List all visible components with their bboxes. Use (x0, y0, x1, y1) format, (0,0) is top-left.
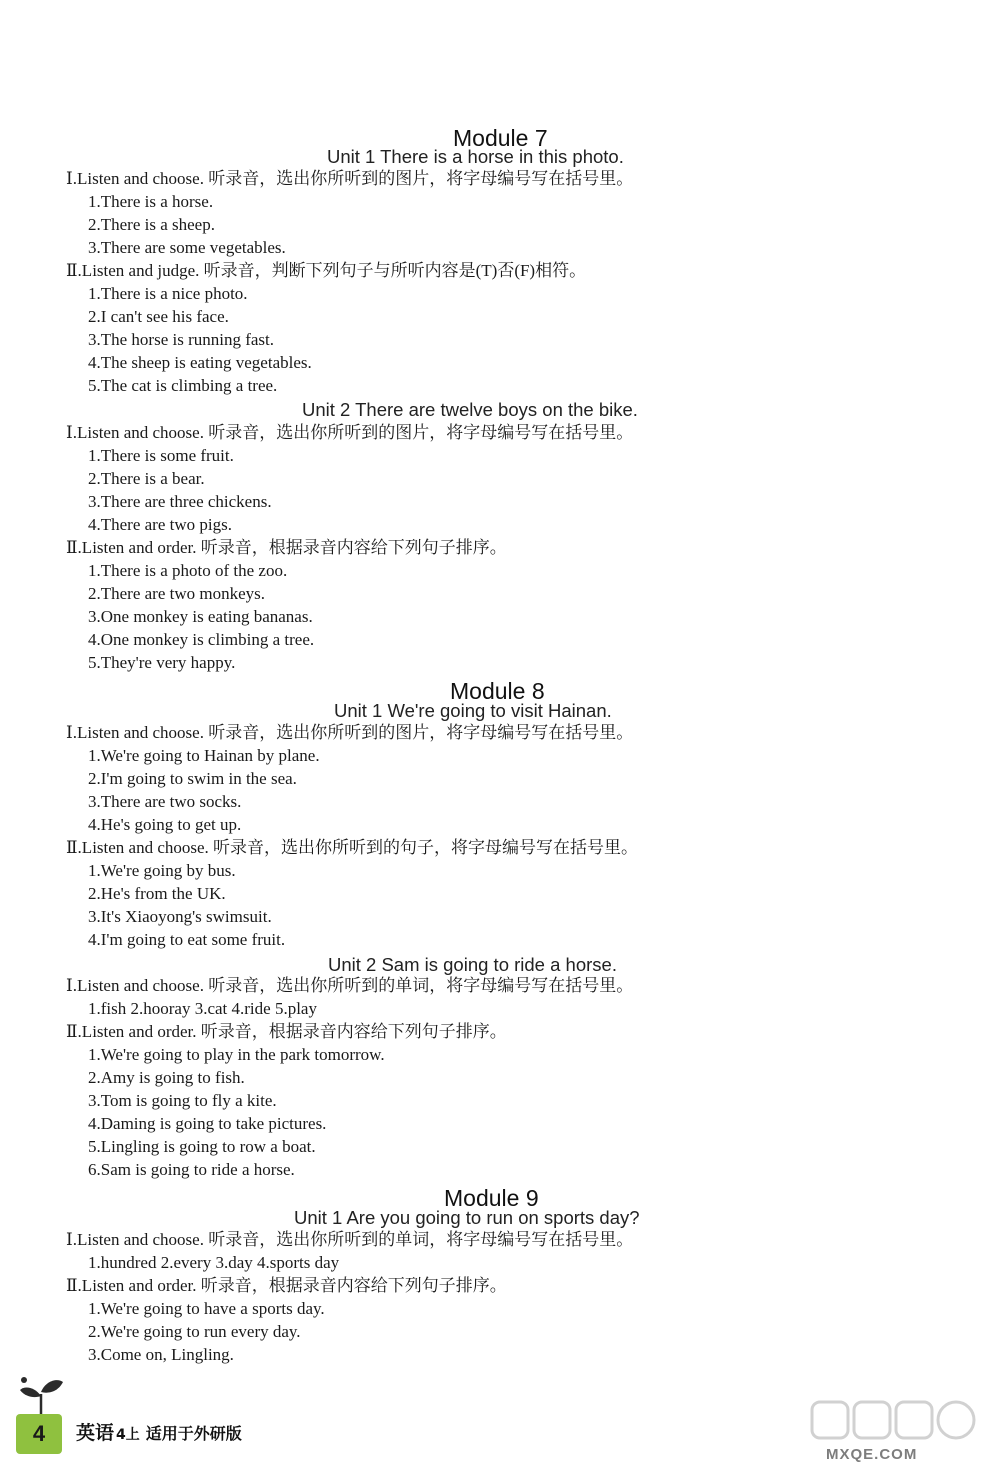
list-item: 2.I'm going to swim in the sea. (88, 769, 297, 788)
list-item: 1.fish 2.hooray 3.cat 4.ride 5.play (88, 999, 317, 1018)
list-item: 1.There is a nice photo. (88, 284, 248, 303)
list-item: 2.There is a sheep. (88, 215, 215, 234)
module-title: Module 7 (453, 125, 548, 151)
footer-subject: 英语 (76, 1422, 115, 1444)
list-item: 3.There are some vegetables. (88, 238, 286, 257)
list-item: 2.Amy is going to fish. (88, 1068, 245, 1087)
list-item: 4.One monkey is climbing a tree. (88, 630, 315, 649)
list-item: 5.The cat is climbing a tree. (88, 376, 278, 395)
page-number: 4 (16, 1414, 62, 1454)
list-item: 2.There are two monkeys. (88, 584, 266, 603)
list-item: 1.We're going to Hainan by plane. (88, 746, 320, 765)
list-item: 3.There are three chickens. (88, 492, 272, 511)
unit-title: Unit 1 There is a horse in this photo. (327, 146, 624, 167)
module-title: Module 8 (450, 678, 545, 704)
list-item: 1.There is some fruit. (88, 446, 234, 465)
list-item: 1.We're going by bus. (88, 861, 236, 880)
section-instruction: Ⅰ.Listen and choose. 听录音，选出你所听到的单词，将字母编号写在括号里。 (66, 976, 634, 995)
list-item: 1.There is a horse. (88, 192, 214, 211)
list-item: 1.There is a photo of the zoo. (88, 561, 288, 580)
list-item: 3.Come on, Lingling. (88, 1345, 234, 1364)
list-item: 1.We're going to have a sports day. (88, 1299, 325, 1318)
list-item: 3.There are two socks. (88, 792, 242, 811)
list-item: 4.He's going to get up. (88, 815, 242, 834)
unit-title: Unit 2 Sam is going to ride a horse. (328, 954, 617, 975)
list-item: 1.hundred 2.every 3.day 4.sports day (88, 1253, 340, 1272)
list-item: 6.Sam is going to ride a horse. (88, 1160, 295, 1179)
list-item: 4.The sheep is eating vegetables. (88, 353, 312, 372)
list-item: 4.Daming is going to take pictures. (88, 1114, 327, 1133)
unit-title: Unit 1 Are you going to run on sports day? (294, 1207, 640, 1228)
unit-title: Unit 2 There are twelve boys on the bike. (302, 399, 638, 420)
section-instruction: Ⅱ.Listen and order. 听录音，根据录音内容给下列句子排序。 (66, 538, 507, 557)
list-item: 3.It's Xiaoyong's swimsuit. (88, 907, 272, 926)
footer-book-title (76, 1418, 242, 1445)
sprout-icon (16, 1372, 66, 1416)
section-instruction: Ⅰ.Listen and choose. 听录音，选出你所听到的图片，将字母编号写在括号里。 (66, 423, 634, 442)
list-item: 3.Tom is going to fly a kite. (88, 1091, 277, 1110)
list-item: 5.Lingling is going to row a boat. (88, 1137, 316, 1156)
list-item: 2.There is a bear. (88, 469, 205, 488)
section-instruction: Ⅱ.Listen and order. 听录音，根据录音内容给下列句子排序。 (66, 1022, 507, 1041)
section-instruction: Ⅰ.Listen and choose. 听录音，选出你所听到的单词，将字母编号写在括号里。 (66, 1230, 634, 1249)
list-item: 1.We're going to play in the park tomorrow. (88, 1045, 385, 1064)
list-item: 3.The horse is running fast. (88, 330, 275, 349)
list-item: 4.There are two pigs. (88, 515, 232, 534)
section-instruction: Ⅰ.Listen and choose. 听录音，选出你所听到的图片，将字母编号写在括号里。 (66, 723, 634, 742)
watermark-text: MXQE.COM (826, 1446, 918, 1463)
list-item: 2.We're going to run every day. (88, 1322, 301, 1341)
section-instruction: Ⅰ.Listen and choose. 听录音，选出你所听到的图片，将字母编号写在括号里。 (66, 169, 634, 188)
section-instruction: Ⅱ.Listen and choose. 听录音，选出你所听到的句子，将字母编号写在括号里。 (66, 838, 639, 857)
module-title: Module 9 (444, 1185, 539, 1211)
unit-title: Unit 1 We're going to visit Hainan. (334, 700, 612, 721)
list-item: 5.They're very happy. (88, 653, 236, 672)
section-instruction: Ⅱ.Listen and judge. 听录音，判断下列句子与所听内容是(T)否(F)相符。 (66, 261, 587, 280)
footer-grade: 4上 (116, 1427, 140, 1443)
list-item: 3.One monkey is eating bananas. (88, 607, 313, 626)
list-item: 4.I'm going to eat some fruit. (88, 930, 286, 949)
footer-edition: 适用于外研版 (145, 1424, 242, 1443)
list-item: 2.He's from the UK. (88, 884, 226, 903)
list-item: 2.I can't see his face. (88, 307, 229, 326)
section-instruction: Ⅱ.Listen and order. 听录音，根据录音内容给下列句子排序。 (66, 1276, 507, 1295)
